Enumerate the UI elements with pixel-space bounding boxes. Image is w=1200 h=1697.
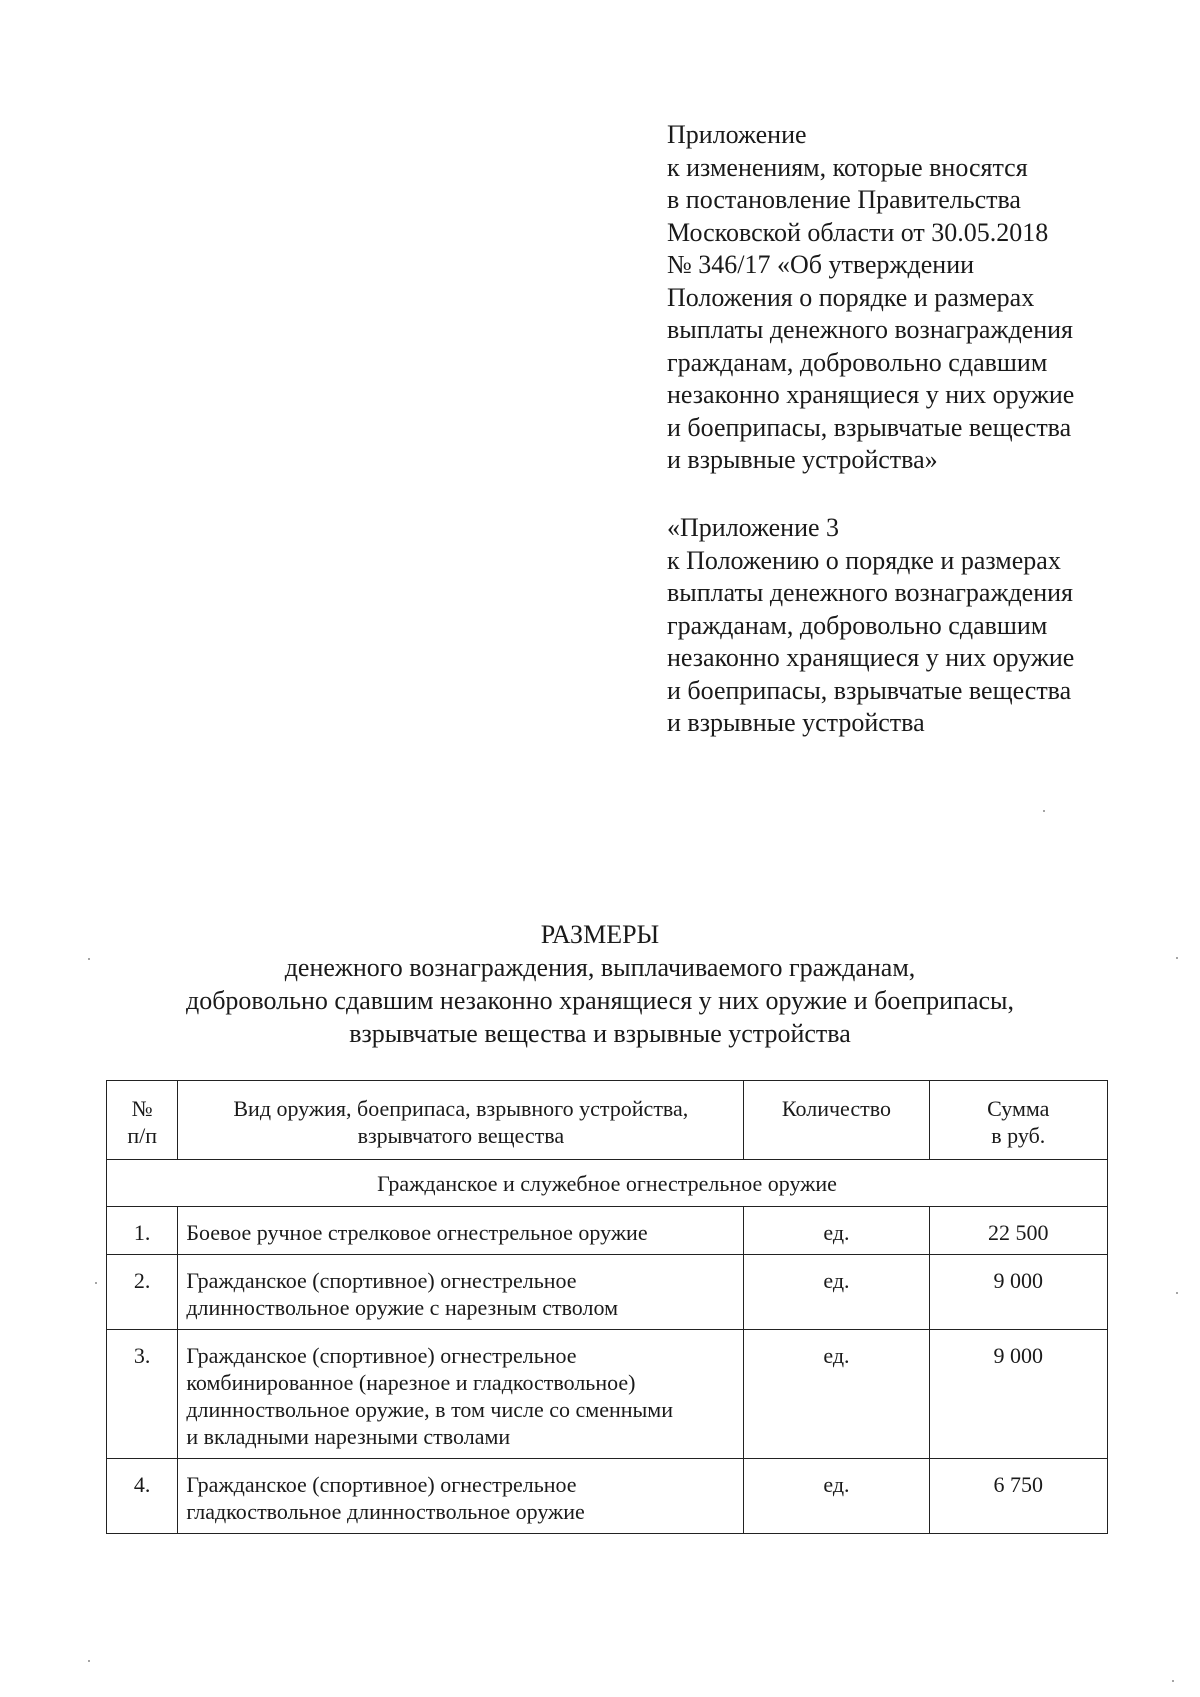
row-kind-line: Гражданское (спортивное) огнестрельное [186,1472,577,1497]
header-number-line2: п/п [127,1123,157,1148]
title-line: денежного вознаграждения, выплачиваемого гражданам, [284,953,916,982]
appendix-line: Положения о порядке и размерах [667,282,1035,312]
header-quantity-label: Количество [781,1096,891,1121]
header-kind-line2: взрывчатого вещества [357,1123,565,1148]
row-unit: ед. [744,1459,929,1534]
appendix-3-line: «Приложение 3 [667,513,840,542]
title-line: добровольно сдавшим незаконно хранящиеся у них оружие и боеприпасы, [185,986,1015,1015]
appendix-3-line: гражданам, добровольно сдавшим [667,610,1048,640]
reward-rates-table [106,1080,1108,1534]
section-title: Гражданское и служебное огнестрельное оружие [107,1160,1108,1207]
row-kind-line: длинноствольное оружие с нарезным стволом [186,1295,618,1320]
row-number: 4. [107,1459,178,1534]
scan-speck [1176,1292,1178,1294]
row-kind-line: Боевое ручное стрелковое огнестрельное оружие [186,1220,648,1245]
header-quantity [744,1081,929,1160]
appendix-line: гражданам, добровольно сдавшим [667,347,1048,377]
table-row [107,1255,1108,1330]
header-sum-line2: в руб. [991,1123,1046,1148]
appendix-line: и взрывные устройства» [667,445,938,474]
table-header-row [107,1081,1108,1160]
row-number: 1. [107,1207,178,1255]
row-kind-line: гладкоствольное длинноствольное оружие [186,1499,585,1524]
row-kind [178,1459,744,1534]
row-sum: 22 500 [929,1207,1107,1255]
appendix-line: в постановление Правительства [667,185,1021,214]
header-kind [178,1081,744,1160]
scan-speck [95,1282,97,1284]
row-sum: 6 750 [929,1459,1107,1534]
table-row [107,1459,1108,1534]
header-number-line1: № [131,1096,153,1121]
row-unit: ед. [744,1330,929,1459]
row-sum: 9 000 [929,1330,1107,1459]
row-kind-line: длинноствольное оружие, в том числе со сменными [186,1397,673,1422]
appendix-3-line: и боеприпасы, взрывчатые вещества [667,675,1072,705]
appendix-3-line: к Положению о порядке и размерах [667,545,1061,575]
table-section-row [107,1160,1108,1207]
header-sum-line1: Сумма [987,1096,1050,1121]
row-kind-line: Гражданское (спортивное) огнестрельное [186,1268,577,1293]
scan-speck [1043,810,1045,812]
row-kind-line: и вкладными нарезными стволами [186,1424,511,1449]
table-row [107,1330,1108,1459]
title-line: взрывчатые вещества и взрывные устройства [349,1019,851,1048]
row-kind-line: Гражданское (спортивное) огнестрельное [186,1343,577,1368]
appendix-line: Московской области от 30.05.2018 [667,217,1049,247]
scan-speck [1172,1680,1174,1682]
appendix-line: Приложение [667,120,807,149]
row-kind [178,1255,744,1330]
row-kind [178,1330,744,1459]
appendix-line: к изменениям, которые вносятся [667,152,1028,182]
scan-speck [88,958,90,960]
header-sum [929,1081,1107,1160]
row-number: 3. [107,1330,178,1459]
appendix-3-reference [667,512,1147,740]
header-kind-line1: Вид оружия, боеприпаса, взрывного устройства, [233,1096,689,1121]
row-unit: ед. [744,1207,929,1255]
appendix-3-line: незаконно хранящиеся у них оружие [667,643,1075,672]
table-row [107,1207,1108,1255]
appendix-line: № 346/17 «Об утверждении [667,250,975,279]
appendix-line: и боеприпасы, взрывчатые вещества [667,412,1072,442]
row-kind [178,1207,744,1255]
title-heading: РАЗМЕРЫ [540,920,660,949]
row-number: 2. [107,1255,178,1330]
scan-speck [88,1660,90,1662]
appendix-line: незаконно хранящиеся у них оружие [667,380,1075,409]
header-number [107,1081,178,1160]
scan-speck [1176,957,1178,959]
document-title [0,918,1200,1050]
row-unit: ед. [744,1255,929,1330]
row-sum: 9 000 [929,1255,1107,1330]
appendix-reference [667,119,1147,477]
row-kind-line: комбинированное (нарезное и гладкоствольное) [186,1370,636,1395]
appendix-3-line: выплаты денежного вознаграждения [667,578,1073,607]
appendix-line: выплаты денежного вознаграждения [667,315,1073,344]
appendix-3-line: и взрывные устройства [667,708,925,737]
